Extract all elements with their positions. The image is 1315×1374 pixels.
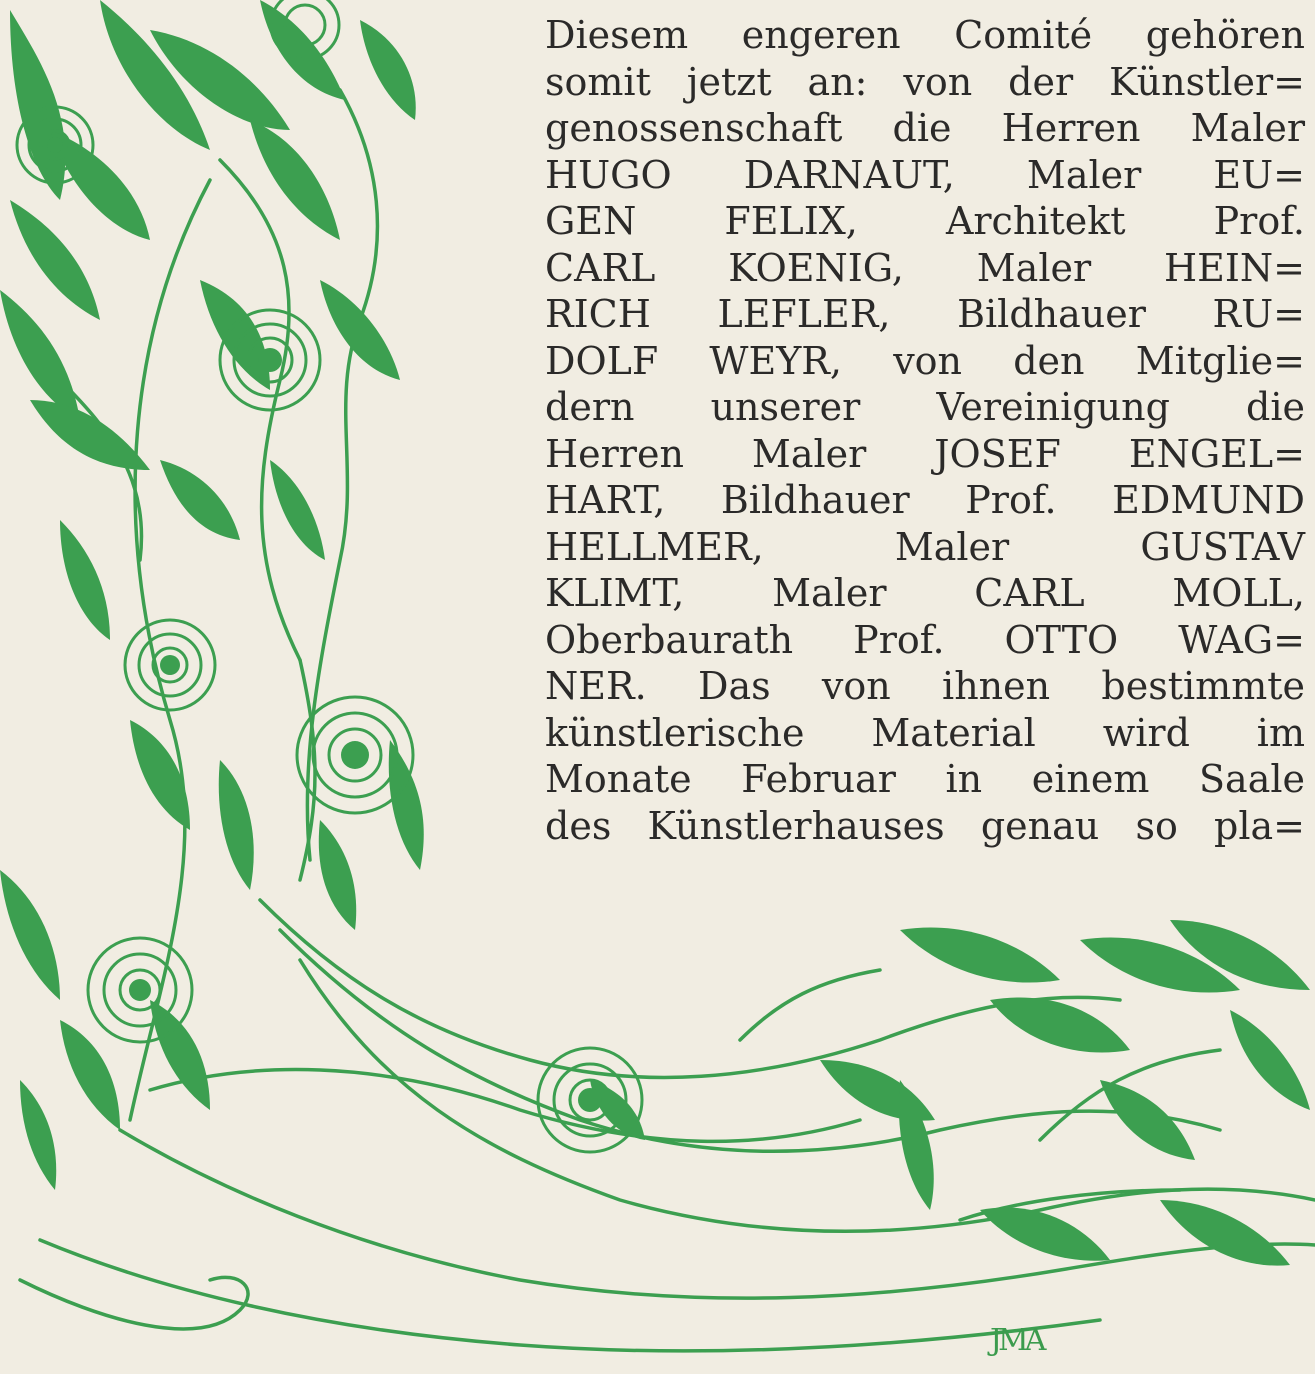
text-line: Herren Maler JOSEF ENGEL= — [545, 431, 1305, 476]
artist-monogram: JMA — [990, 1323, 1043, 1358]
text-line: NER. Das von ihnen bestimmte — [545, 664, 1305, 708]
text-line: HELLMER, Maler GUSTAV — [545, 524, 1305, 569]
text-line: dern unserer Vereinigung die — [545, 385, 1305, 429]
text-line: Diesem engeren Comité gehören — [545, 13, 1305, 57]
text-line: des Künstlerhauses genau so pla= — [545, 803, 1305, 848]
text-line: HART, Bildhauer Prof. EDMUND — [545, 478, 1305, 522]
text-line: CARL KOENIG, Maler HEIN= — [545, 245, 1305, 290]
text-line: Monate Februar in einem Saale — [545, 757, 1305, 801]
text-line: genossenschaft die Herren Maler — [545, 106, 1305, 150]
text-line: DOLF WEYR, von den Mitglie= — [545, 338, 1305, 383]
text-line: künstlerische Material wird im — [545, 710, 1305, 755]
text-line: KLIMT, Maler CARL MOLL, — [545, 571, 1305, 615]
text-line: GEN FELIX, Architekt Prof. — [545, 199, 1305, 243]
body-text — [545, 12, 1305, 849]
text-line: somit jetzt an: von der Künstler= — [545, 59, 1305, 104]
text-line: Oberbaurath Prof. OTTO WAG= — [545, 617, 1305, 662]
text-line: RICH LEFLER, Bildhauer RU= — [545, 292, 1305, 336]
text-line: HUGO DARNAUT, Maler EU= — [545, 152, 1305, 197]
